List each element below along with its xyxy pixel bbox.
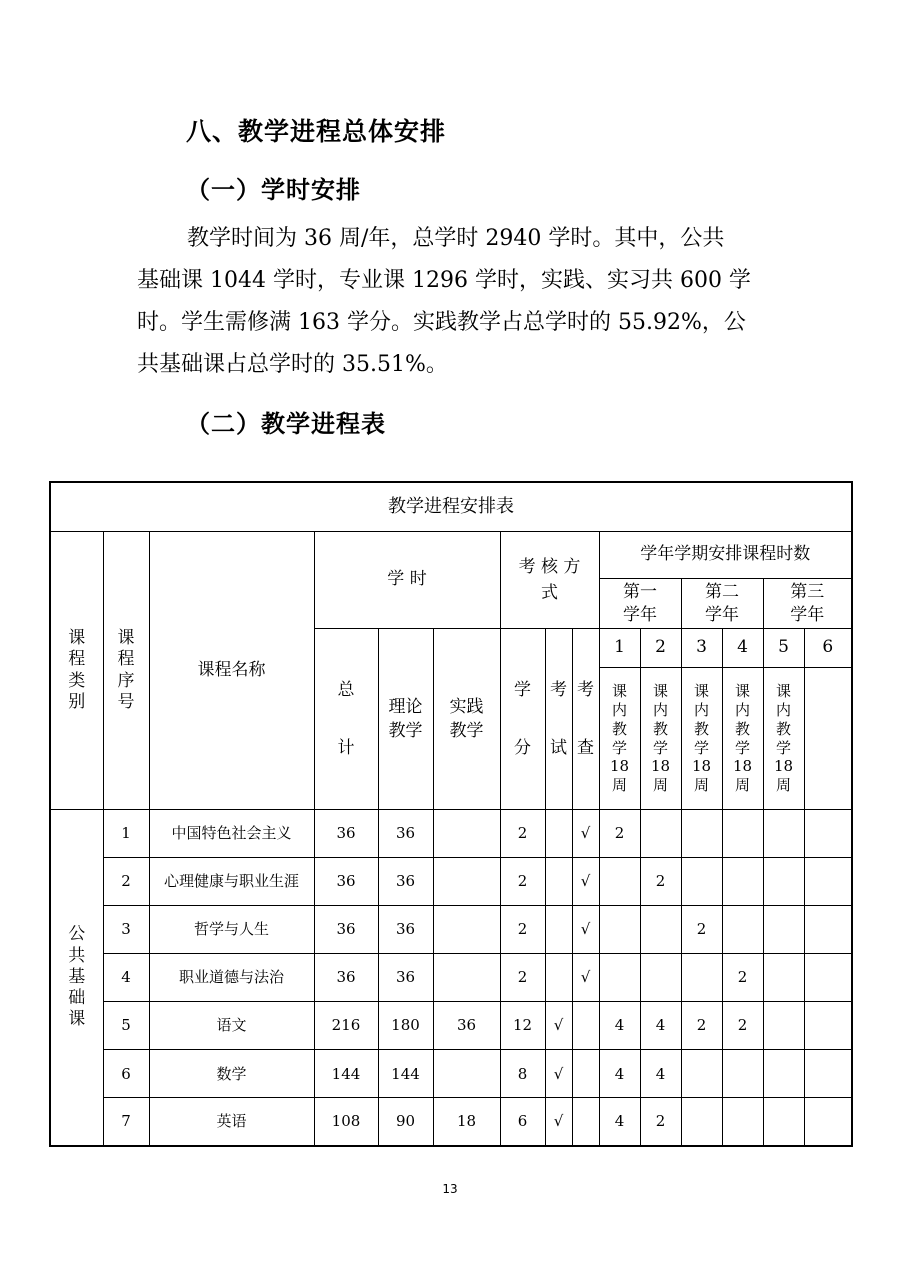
page-number: 13 <box>442 1182 458 1196</box>
cell-exam <box>545 906 572 954</box>
table-caption: 教学进程安排表 <box>50 482 852 532</box>
cell-practice <box>433 858 500 906</box>
paragraph-line: 基础课 1044 学时，专业课 1296 学时，实践、实习共 600 学 <box>137 268 751 293</box>
hours-paragraph <box>137 218 777 386</box>
cell-practice <box>433 810 500 858</box>
cell-check <box>572 1098 599 1146</box>
cell-name: 数学 <box>149 1050 314 1098</box>
cell-s4: 2 <box>722 1002 763 1050</box>
cell-theory: 90 <box>378 1098 433 1146</box>
cell-seq: 6 <box>103 1050 149 1098</box>
cell-s3: 2 <box>681 906 722 954</box>
header-year-3: 第三学年 <box>763 579 852 629</box>
cell-theory: 36 <box>378 954 433 1002</box>
cell-s6 <box>804 810 852 858</box>
cell-check: √ <box>572 954 599 1002</box>
cell-s3 <box>681 810 722 858</box>
cell-name: 中国特色社会主义 <box>149 810 314 858</box>
cell-s2: 4 <box>640 1050 681 1098</box>
cell-exam: √ <box>545 1098 572 1146</box>
header-semester-6: 6 <box>804 629 852 668</box>
teaching-schedule-table <box>49 481 853 1147</box>
cell-exam <box>545 810 572 858</box>
table-row <box>50 858 852 906</box>
cell-s5 <box>763 906 804 954</box>
header-semester-3: 3 <box>681 629 722 668</box>
cell-s1: 4 <box>599 1098 640 1146</box>
cell-s1: 2 <box>599 810 640 858</box>
cell-check: √ <box>572 810 599 858</box>
cell-s6 <box>804 858 852 906</box>
header-year-1: 第一学年 <box>599 579 681 629</box>
cell-total: 36 <box>314 906 378 954</box>
cell-practice <box>433 906 500 954</box>
cell-total: 36 <box>314 954 378 1002</box>
section-title: 八、教学进程总体安排 <box>186 117 447 146</box>
cell-s6 <box>804 1002 852 1050</box>
cell-s2: 2 <box>640 1098 681 1146</box>
table-row <box>50 954 852 1002</box>
empty-cell <box>804 668 852 810</box>
table-row <box>50 906 852 954</box>
cell-seq: 3 <box>103 906 149 954</box>
header-semester-2: 2 <box>640 629 681 668</box>
cell-s6 <box>804 1098 852 1146</box>
cell-seq: 7 <box>103 1098 149 1146</box>
cell-theory: 144 <box>378 1050 433 1098</box>
cell-s2 <box>640 810 681 858</box>
paragraph-line: 时。学生需修满 163 学分。实践教学占总学时的 55.92%，公 <box>137 310 746 335</box>
cell-s1 <box>599 858 640 906</box>
cell-practice: 18 <box>433 1098 500 1146</box>
cell-s6 <box>804 906 852 954</box>
weeks-note: 课内教学18周 <box>763 668 804 810</box>
cell-check <box>572 1050 599 1098</box>
cell-s2 <box>640 954 681 1002</box>
group-label: 公共基础课 <box>50 810 103 1146</box>
cell-s4 <box>722 1098 763 1146</box>
cell-s3 <box>681 858 722 906</box>
header-practice: 实践教学 <box>433 629 500 810</box>
cell-theory: 36 <box>378 906 433 954</box>
cell-s6 <box>804 1050 852 1098</box>
cell-seq: 4 <box>103 954 149 1002</box>
subsection-title-hours: （一）学时安排 <box>186 176 361 204</box>
cell-name: 哲学与人生 <box>149 906 314 954</box>
cell-s4 <box>722 906 763 954</box>
cell-total: 36 <box>314 858 378 906</box>
paragraph-line: 教学时间为 36 周/年，总学时 2940 学时。其中，公共 <box>187 226 725 251</box>
cell-s3: 2 <box>681 1002 722 1050</box>
cell-credit: 2 <box>500 810 545 858</box>
cell-name: 职业道德与法治 <box>149 954 314 1002</box>
header-semester-plan: 学年学期安排课程时数 <box>599 532 852 579</box>
header-semester-4: 4 <box>722 629 763 668</box>
cell-credit: 6 <box>500 1098 545 1146</box>
cell-s4: 2 <box>722 954 763 1002</box>
cell-name: 语文 <box>149 1002 314 1050</box>
cell-s4 <box>722 858 763 906</box>
table-row <box>50 1050 852 1098</box>
weeks-note: 课内教学18周 <box>722 668 763 810</box>
cell-s1: 4 <box>599 1002 640 1050</box>
cell-name: 英语 <box>149 1098 314 1146</box>
header-total: 总计 <box>314 629 378 810</box>
header-exam: 考试 <box>545 629 572 810</box>
cell-check: √ <box>572 858 599 906</box>
cell-s2 <box>640 906 681 954</box>
header-semester-1: 1 <box>599 629 640 668</box>
header-category: 课程类别 <box>50 532 103 810</box>
table-row <box>50 810 852 858</box>
cell-s5 <box>763 858 804 906</box>
cell-theory: 36 <box>378 810 433 858</box>
cell-check: √ <box>572 906 599 954</box>
cell-check <box>572 1002 599 1050</box>
cell-name: 心理健康与职业生涯 <box>149 858 314 906</box>
cell-practice: 36 <box>433 1002 500 1050</box>
header-seq: 课程序号 <box>103 532 149 810</box>
cell-s3 <box>681 954 722 1002</box>
cell-practice <box>433 1050 500 1098</box>
cell-s6 <box>804 954 852 1002</box>
table-row <box>50 1098 852 1146</box>
cell-s3 <box>681 1050 722 1098</box>
cell-s1: 4 <box>599 1050 640 1098</box>
header-credit: 学分 <box>500 629 545 810</box>
paragraph-line: 共基础课占总学时的 35.51%。 <box>137 352 448 377</box>
cell-s5 <box>763 1002 804 1050</box>
cell-s5 <box>763 1098 804 1146</box>
cell-total: 144 <box>314 1050 378 1098</box>
cell-s3 <box>681 1098 722 1146</box>
cell-s5 <box>763 810 804 858</box>
cell-exam: √ <box>545 1050 572 1098</box>
cell-seq: 2 <box>103 858 149 906</box>
header-hours: 学 时 <box>314 532 500 629</box>
cell-credit: 2 <box>500 954 545 1002</box>
weeks-note: 课内教学18周 <box>640 668 681 810</box>
subsection-title-schedule: （二）教学进程表 <box>186 410 386 438</box>
cell-seq: 1 <box>103 810 149 858</box>
cell-practice <box>433 954 500 1002</box>
cell-total: 108 <box>314 1098 378 1146</box>
cell-theory: 36 <box>378 858 433 906</box>
header-check: 考查 <box>572 629 599 810</box>
header-year-2: 第二学年 <box>681 579 763 629</box>
cell-total: 36 <box>314 810 378 858</box>
cell-s1 <box>599 906 640 954</box>
cell-exam <box>545 858 572 906</box>
cell-credit: 2 <box>500 858 545 906</box>
cell-exam <box>545 954 572 1002</box>
weeks-note: 课内教学18周 <box>681 668 722 810</box>
cell-credit: 8 <box>500 1050 545 1098</box>
cell-s2: 4 <box>640 1002 681 1050</box>
cell-s4 <box>722 810 763 858</box>
cell-s4 <box>722 1050 763 1098</box>
header-assessment: 考 核 方 式 <box>500 532 599 629</box>
weeks-note: 课内教学18周 <box>599 668 640 810</box>
table-row <box>50 1002 852 1050</box>
cell-total: 216 <box>314 1002 378 1050</box>
cell-s5 <box>763 1050 804 1098</box>
cell-theory: 180 <box>378 1002 433 1050</box>
cell-credit: 12 <box>500 1002 545 1050</box>
cell-s5 <box>763 954 804 1002</box>
cell-seq: 5 <box>103 1002 149 1050</box>
header-course-name: 课程名称 <box>149 532 314 810</box>
cell-exam: √ <box>545 1002 572 1050</box>
cell-credit: 2 <box>500 906 545 954</box>
header-semester-5: 5 <box>763 629 804 668</box>
cell-s1 <box>599 954 640 1002</box>
cell-s2: 2 <box>640 858 681 906</box>
header-theory: 理论教学 <box>378 629 433 810</box>
